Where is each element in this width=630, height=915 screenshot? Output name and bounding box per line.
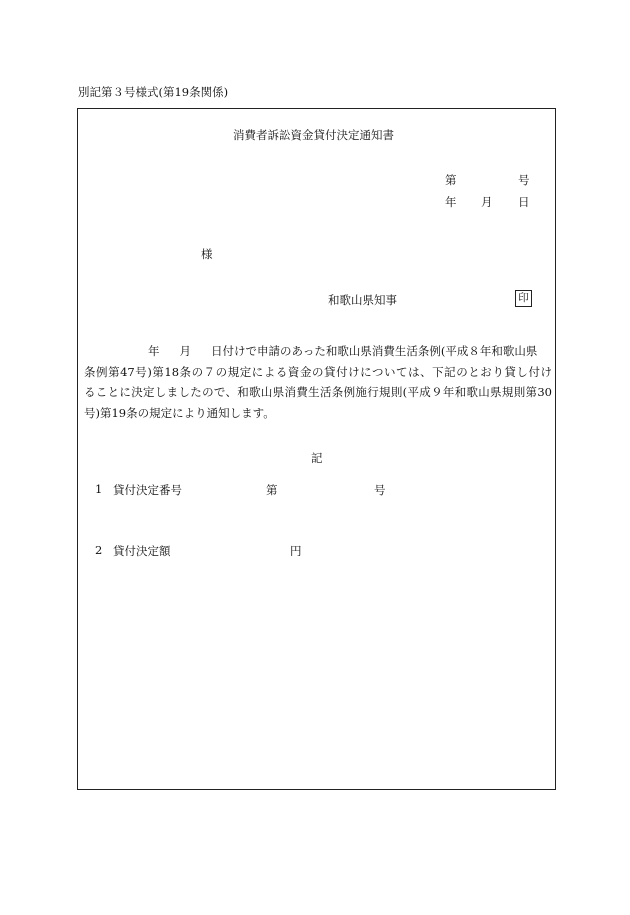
- seal-mark: 印: [515, 290, 532, 307]
- body-month-label: 月: [179, 344, 191, 358]
- body-year-label: 年: [148, 344, 160, 358]
- issuer-name: 和歌山県知事: [328, 293, 397, 307]
- document-title: 消費者訴訟資金貸付決定通知書: [233, 128, 394, 142]
- ki-heading: 記: [311, 451, 323, 465]
- loan-decision-number-label: 貸付決定番号: [113, 483, 182, 497]
- item-number: 1: [95, 482, 103, 496]
- body-line-2: 条例第47号)第18条の７の規定による資金の貸付けについては、下記のとおり貸し付け: [84, 364, 552, 379]
- notice-number-suffix: 号: [518, 173, 530, 187]
- date-month-label: 月: [481, 195, 493, 209]
- form-number-label: 別記第３号様式(第19条関係): [78, 85, 229, 99]
- loan-number-suffix: 号: [374, 483, 386, 497]
- body-line-3: ることに決定しましたので、和歌山県消費生活条例施行規則(平成９年和歌山県規則第30: [84, 385, 552, 399]
- notice-frame: [77, 108, 556, 790]
- body-line-1: [84, 341, 552, 362]
- recipient-honorific: 様: [201, 247, 213, 261]
- body-line-4: 号)第19条の規定により通知します。: [84, 405, 275, 420]
- body-line-1-text: 日付けで申請のあった和歌山県消費生活条例(平成８年和歌山県: [211, 344, 538, 358]
- yen-unit: 円: [290, 544, 302, 558]
- loan-decision-amount-label: 貸付決定額: [113, 544, 171, 558]
- loan-number-prefix: 第: [266, 483, 278, 497]
- date-year-label: 年: [445, 195, 457, 209]
- notice-body: [84, 341, 552, 423]
- notice-number-prefix: 第: [445, 173, 457, 187]
- date-day-label: 日: [518, 195, 530, 209]
- item-number: 2: [95, 543, 103, 557]
